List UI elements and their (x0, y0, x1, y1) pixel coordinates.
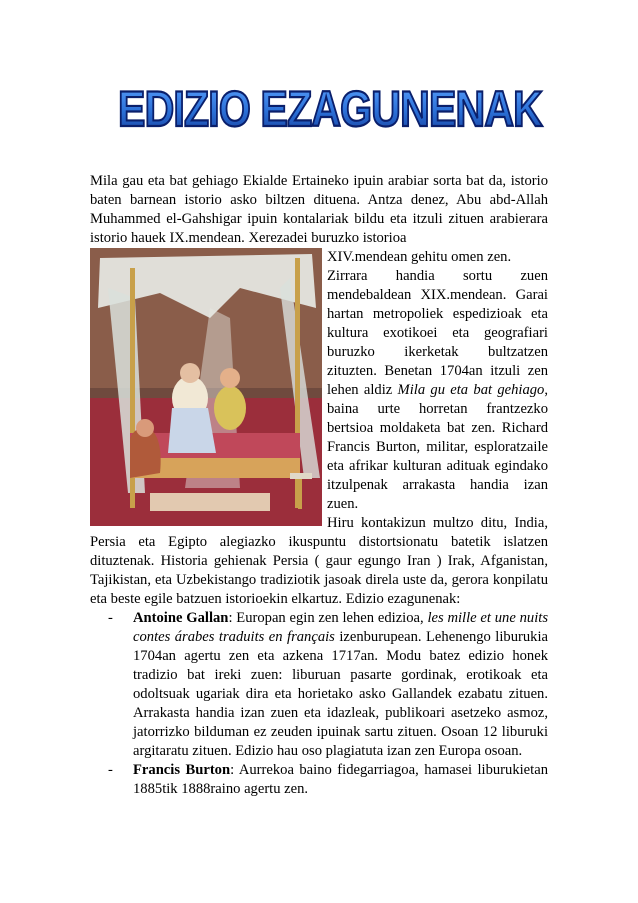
edition-text-b: izenburupean. Lehenengo liburukia 1704an agertu zen eta azkena 1717an. Modu batez edizio honek tradizio bat ireki zuen: liburuan pasarte gordinak, erotikoak eta odoltsuak ugariak dira eta horietako asko Gallandek ezabatu zituen. Arrakasta handia izan zuen eta idazleak, publikoari asetzeko asmoz, jatorrizko bilduman ez zeuden ipuinak sartu zituen. Osoan 12 liburuki argitaratu zituen. Edizio hau oso plagiatuta izan zen Europa osoan. (133, 629, 548, 759)
list-item (90, 609, 548, 761)
intro-text: Mila gau eta bat gehiago Ekialde Ertaineko ipuin arabiar sorta bat da, istorio baten barnean istorio asko biltzen dituena. Antza denez, Abu abd-Allah Muhammed el-Gahshigar ipuin kontalariak bildu eta itzuli zituen arabierara istorio hauek IX.mendean. Xerezadei buruzko istorioa (90, 173, 548, 246)
p2-end: , baina urte horretan frantzezko bertsioa moldaketa bat zen. Richard Francis Burton, militar, esploratzaile eta afrikar kulturan adituak egindako itzulpenak arrakasta handia izan zuen. (327, 382, 548, 512)
book-title-italic: Mila gu eta bat gehiago (397, 382, 545, 398)
paragraph-3 (90, 514, 548, 609)
p2-start: Zirrara handia sortu zuen mendebaldean XIX.mendean. Garai hartan metropoliek espedizioak eta kultura exotikoei eta geografiari buruzko ikerketak bultzatzen zituzten. Benetan 1704an itzuli zen lehen aldiz (327, 268, 548, 398)
list-item (90, 761, 548, 799)
intro-end-text: XIV.mendean gehitu omen zen. (327, 249, 512, 265)
edition-text-a: : Europan egin zen lehen edizioa, (228, 610, 428, 626)
wordart-title (110, 60, 550, 140)
edition-name: Antoine Gallan (133, 610, 229, 626)
page-title: EDIZIO EZAGUNENAK (118, 81, 543, 137)
illustration-image (90, 248, 322, 526)
p3-text: Hiru kontakizun multzo ditu, India, Persia eta Egipto alegiazko ikuspuntu distortsionatu batetik islatzen dituztenak. Historia gehienak Persia ( gaur egungo Iran ) Irak, Afganistan, Tajikistan, eta Uzbekistango tradiziotik jasoak direla uste da, gerora konpilatu eta beste egile batzuen istorioekin elkartuz. Edizio ezagunenak: (90, 515, 548, 607)
editions-list (90, 609, 548, 799)
edition-title-italic: les mille et une nuits contes árabes traduits en français (133, 610, 548, 645)
edition-name: Francis Burton (133, 762, 231, 778)
article-body (90, 172, 548, 799)
intro-paragraph (90, 172, 548, 248)
edition-text-a: : Aurrekoa baino fidegarriagoa, hamasei liburukietan 1885tik 1888raino agertu zen. (133, 762, 548, 797)
